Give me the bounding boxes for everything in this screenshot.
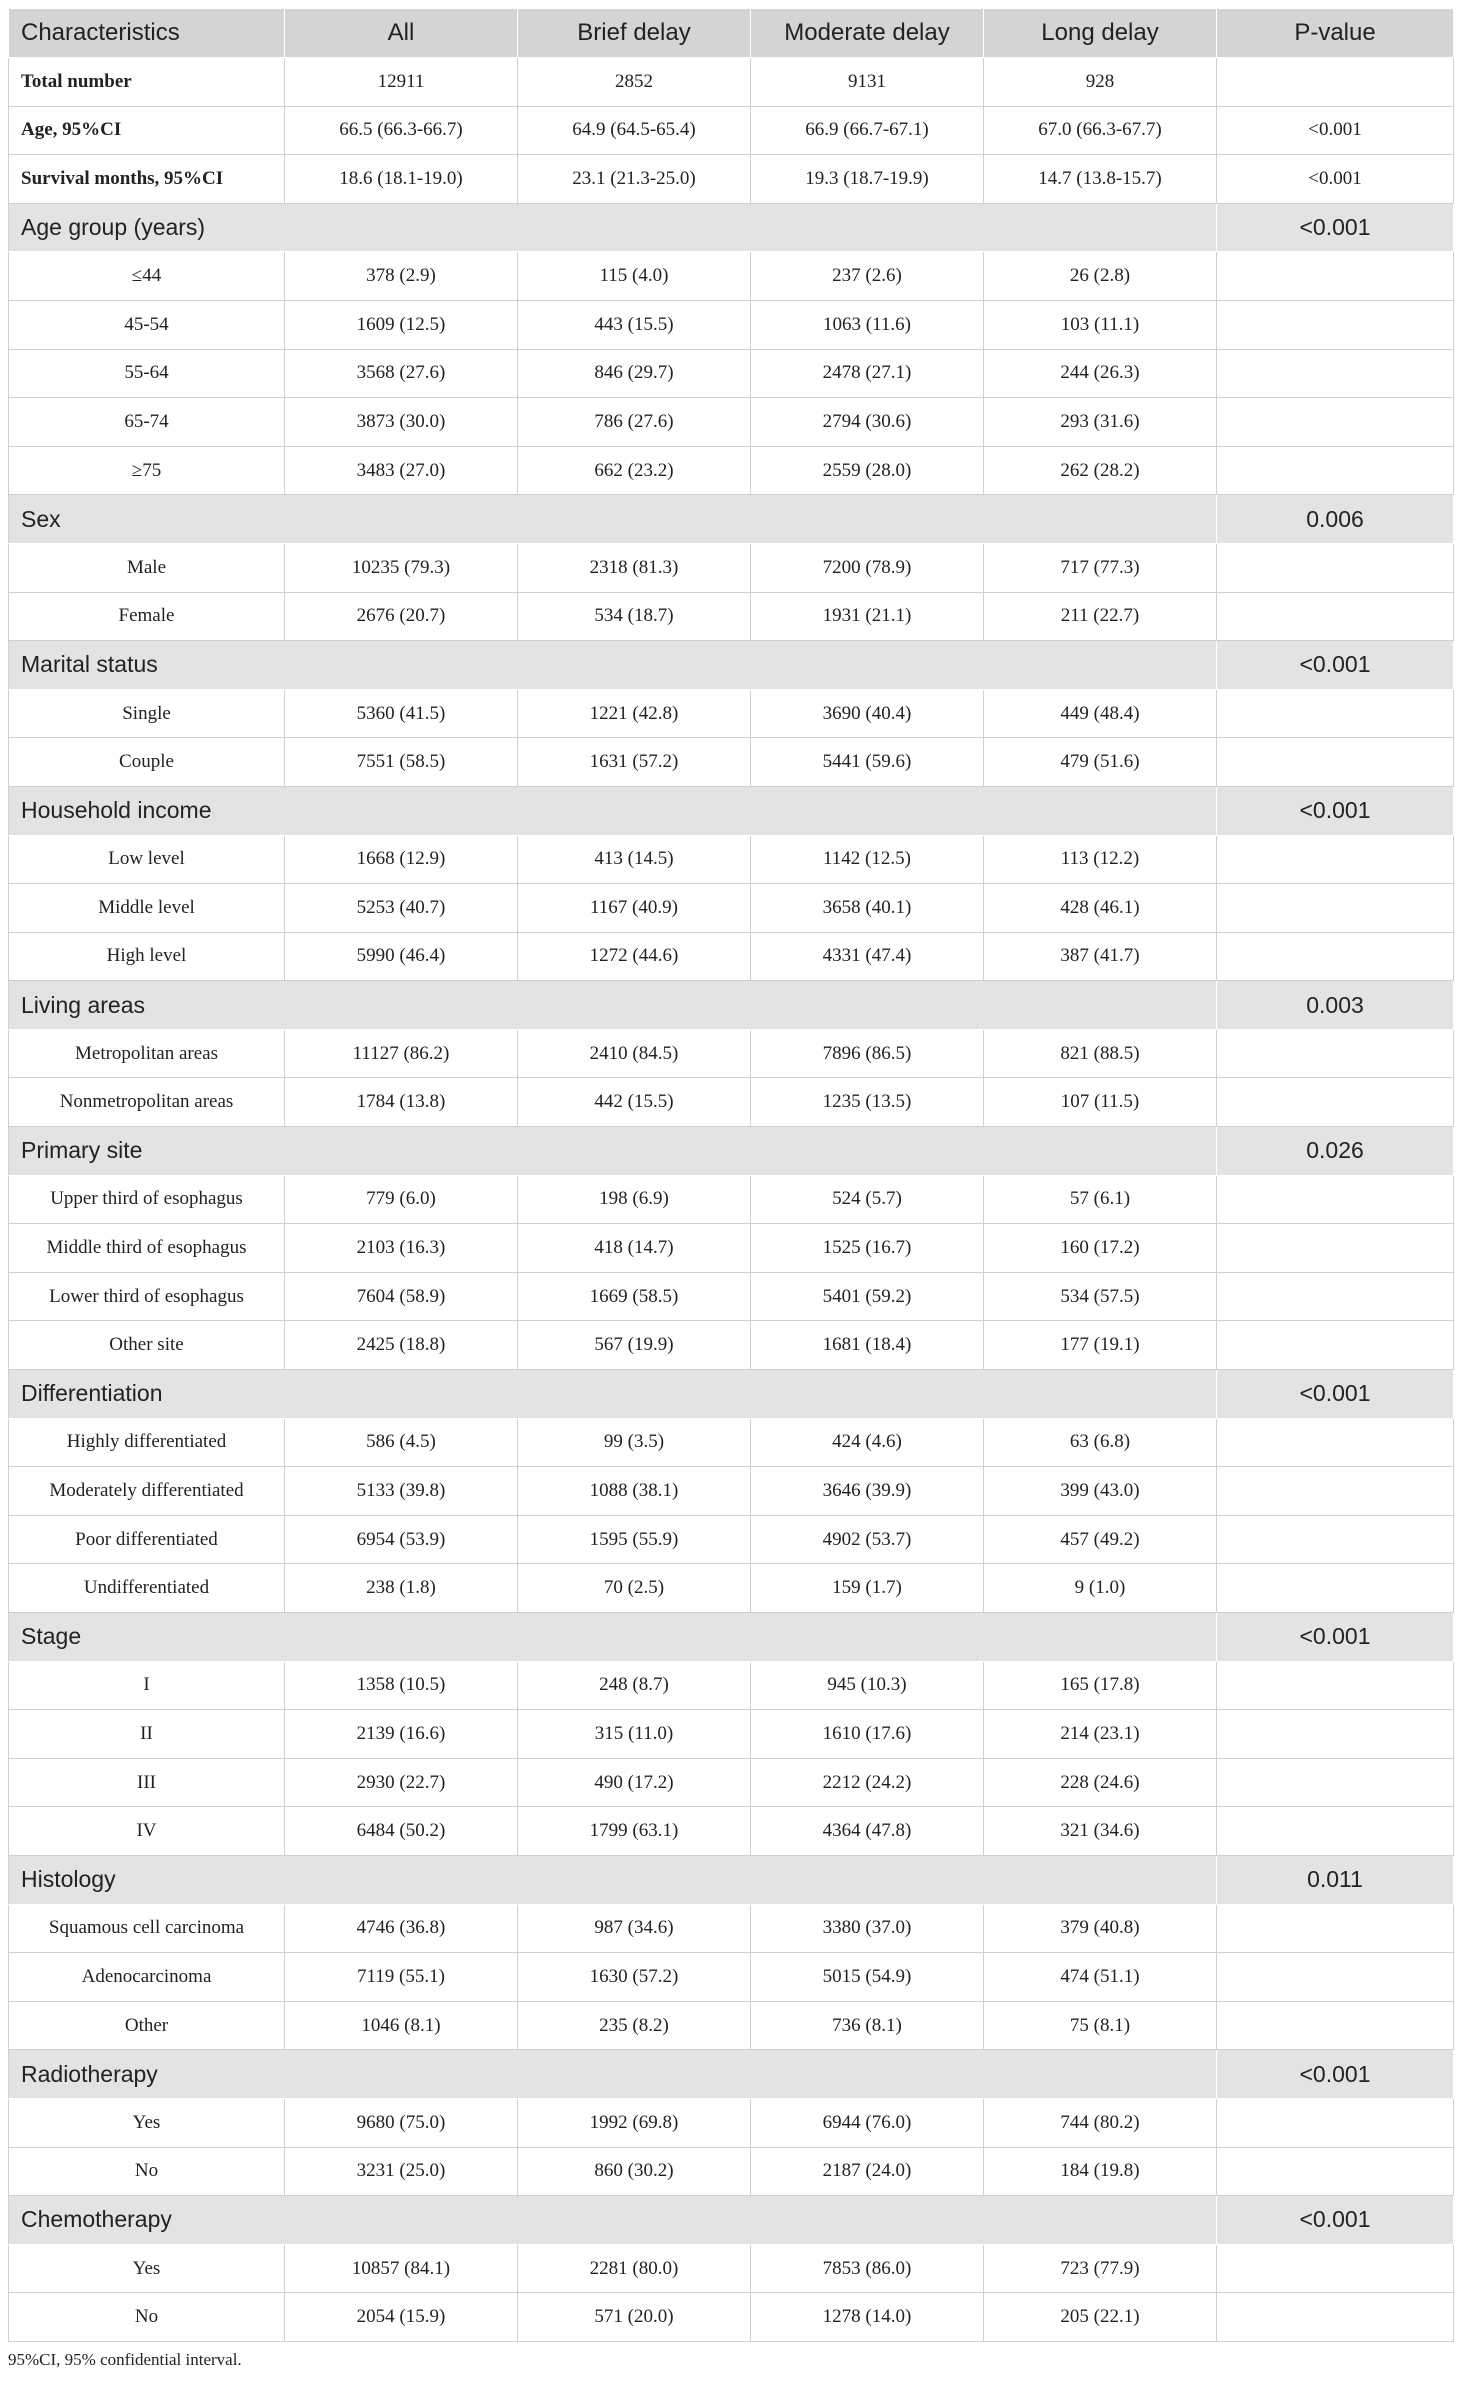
group-p-value: 0.026 xyxy=(1217,1127,1454,1176)
cell-moderate-delay: 6944 (76.0) xyxy=(751,2098,984,2147)
table-row xyxy=(9,2244,1454,2293)
table-row xyxy=(9,155,1454,204)
cell-all: 18.6 (18.1-19.0) xyxy=(285,155,518,204)
table-row xyxy=(9,932,1454,981)
row-label: Male xyxy=(9,543,285,592)
table-row xyxy=(9,106,1454,155)
group-p-value: <0.001 xyxy=(1217,2050,1454,2099)
cell-long-delay: 214 (23.1) xyxy=(984,1710,1217,1759)
row-label: 55-64 xyxy=(9,349,285,398)
row-label: No xyxy=(9,2147,285,2196)
group-p-value: 0.006 xyxy=(1217,495,1454,544)
cell-p-value xyxy=(1217,2001,1454,2050)
table-row xyxy=(9,2001,1454,2050)
cell-moderate-delay: 3658 (40.1) xyxy=(751,884,984,933)
cell-moderate-delay: 2212 (24.2) xyxy=(751,1758,984,1807)
cell-p-value xyxy=(1217,1710,1454,1759)
row-label: Poor differentiated xyxy=(9,1515,285,1564)
table-row xyxy=(9,1224,1454,1273)
cell-long-delay: 75 (8.1) xyxy=(984,2001,1217,2050)
cell-p-value xyxy=(1217,2098,1454,2147)
cell-long-delay: 184 (19.8) xyxy=(984,2147,1217,2196)
table-row xyxy=(9,252,1454,301)
cell-long-delay: 244 (26.3) xyxy=(984,349,1217,398)
cell-all: 1358 (10.5) xyxy=(285,1661,518,1710)
group-label: Radiotherapy xyxy=(9,2050,1217,2099)
table-row xyxy=(9,1661,1454,1710)
cell-brief-delay: 1088 (38.1) xyxy=(518,1467,751,1516)
table-row xyxy=(9,543,1454,592)
cell-all: 1609 (12.5) xyxy=(285,300,518,349)
cell-brief-delay: 70 (2.5) xyxy=(518,1564,751,1613)
cell-p-value xyxy=(1217,2147,1454,2196)
cell-p-value xyxy=(1217,2293,1454,2342)
cell-p-value xyxy=(1217,300,1454,349)
cell-all: 5360 (41.5) xyxy=(285,689,518,738)
group-p-value: 0.011 xyxy=(1217,1855,1454,1904)
row-label: Highly differentiated xyxy=(9,1418,285,1467)
cell-long-delay: 107 (11.5) xyxy=(984,1078,1217,1127)
row-label: Other site xyxy=(9,1321,285,1370)
cell-moderate-delay: 1278 (14.0) xyxy=(751,2293,984,2342)
group-label: Sex xyxy=(9,495,1217,544)
cell-long-delay: 387 (41.7) xyxy=(984,932,1217,981)
header-brief-delay: Brief delay xyxy=(518,9,751,58)
cell-long-delay: 457 (49.2) xyxy=(984,1515,1217,1564)
table-row xyxy=(9,349,1454,398)
cell-long-delay: 821 (88.5) xyxy=(984,1029,1217,1078)
cell-brief-delay: 1221 (42.8) xyxy=(518,689,751,738)
group-header-row xyxy=(9,1370,1454,1419)
row-label: 65-74 xyxy=(9,398,285,447)
cell-p-value xyxy=(1217,543,1454,592)
cell-brief-delay: 534 (18.7) xyxy=(518,592,751,641)
cell-brief-delay: 235 (8.2) xyxy=(518,2001,751,2050)
cell-long-delay: 321 (34.6) xyxy=(984,1807,1217,1856)
cell-long-delay: 744 (80.2) xyxy=(984,2098,1217,2147)
cell-all: 586 (4.5) xyxy=(285,1418,518,1467)
cell-moderate-delay: 2794 (30.6) xyxy=(751,398,984,447)
cell-long-delay: 14.7 (13.8-15.7) xyxy=(984,155,1217,204)
cell-all: 3231 (25.0) xyxy=(285,2147,518,2196)
cell-long-delay: 205 (22.1) xyxy=(984,2293,1217,2342)
row-label: Age, 95%CI xyxy=(9,106,285,155)
cell-all: 66.5 (66.3-66.7) xyxy=(285,106,518,155)
cell-long-delay: 428 (46.1) xyxy=(984,884,1217,933)
cell-all: 779 (6.0) xyxy=(285,1175,518,1224)
cell-moderate-delay: 159 (1.7) xyxy=(751,1564,984,1613)
cell-p-value: <0.001 xyxy=(1217,106,1454,155)
table-body xyxy=(9,58,1454,2342)
cell-brief-delay: 846 (29.7) xyxy=(518,349,751,398)
cell-all: 2139 (16.6) xyxy=(285,1710,518,1759)
cell-p-value xyxy=(1217,1564,1454,1613)
cell-all: 6954 (53.9) xyxy=(285,1515,518,1564)
cell-p-value xyxy=(1217,2244,1454,2293)
cell-moderate-delay: 66.9 (66.7-67.1) xyxy=(751,106,984,155)
table-header xyxy=(9,9,1454,58)
cell-all: 3873 (30.0) xyxy=(285,398,518,447)
cell-p-value xyxy=(1217,1321,1454,1370)
cell-p-value: <0.001 xyxy=(1217,155,1454,204)
cell-p-value xyxy=(1217,1467,1454,1516)
cell-p-value xyxy=(1217,252,1454,301)
cell-moderate-delay: 2478 (27.1) xyxy=(751,349,984,398)
group-label: Differentiation xyxy=(9,1370,1217,1419)
table-row xyxy=(9,1758,1454,1807)
cell-long-delay: 717 (77.3) xyxy=(984,543,1217,592)
cell-all: 2930 (22.7) xyxy=(285,1758,518,1807)
cell-all: 5253 (40.7) xyxy=(285,884,518,933)
cell-moderate-delay: 4902 (53.7) xyxy=(751,1515,984,1564)
row-label: Squamous cell carcinoma xyxy=(9,1904,285,1953)
header-row xyxy=(9,9,1454,58)
cell-all: 4746 (36.8) xyxy=(285,1904,518,1953)
table-row xyxy=(9,1272,1454,1321)
cell-p-value xyxy=(1217,398,1454,447)
row-label: Adenocarcinoma xyxy=(9,1953,285,2002)
cell-brief-delay: 1799 (63.1) xyxy=(518,1807,751,1856)
table-row xyxy=(9,1029,1454,1078)
table-row xyxy=(9,2147,1454,2196)
cell-long-delay: 262 (28.2) xyxy=(984,446,1217,495)
row-label: Undifferentiated xyxy=(9,1564,285,1613)
cell-moderate-delay: 3380 (37.0) xyxy=(751,1904,984,1953)
cell-all: 9680 (75.0) xyxy=(285,2098,518,2147)
row-label: Other xyxy=(9,2001,285,2050)
cell-brief-delay: 442 (15.5) xyxy=(518,1078,751,1127)
header-all: All xyxy=(285,9,518,58)
cell-p-value xyxy=(1217,1807,1454,1856)
cell-long-delay: 379 (40.8) xyxy=(984,1904,1217,1953)
row-label: Low level xyxy=(9,835,285,884)
table-row xyxy=(9,2293,1454,2342)
row-label: Female xyxy=(9,592,285,641)
cell-moderate-delay: 1142 (12.5) xyxy=(751,835,984,884)
cell-long-delay: 293 (31.6) xyxy=(984,398,1217,447)
cell-p-value xyxy=(1217,446,1454,495)
header-moderate-delay: Moderate delay xyxy=(751,9,984,58)
cell-all: 1668 (12.9) xyxy=(285,835,518,884)
row-label: Couple xyxy=(9,738,285,787)
cell-long-delay: 479 (51.6) xyxy=(984,738,1217,787)
cell-moderate-delay: 945 (10.3) xyxy=(751,1661,984,1710)
cell-all: 1784 (13.8) xyxy=(285,1078,518,1127)
cell-brief-delay: 1272 (44.6) xyxy=(518,932,751,981)
cell-long-delay: 113 (12.2) xyxy=(984,835,1217,884)
cell-long-delay: 399 (43.0) xyxy=(984,1467,1217,1516)
cell-p-value xyxy=(1217,1224,1454,1273)
cell-long-delay: 103 (11.1) xyxy=(984,300,1217,349)
table-row xyxy=(9,1953,1454,2002)
cell-moderate-delay: 424 (4.6) xyxy=(751,1418,984,1467)
cell-brief-delay: 490 (17.2) xyxy=(518,1758,751,1807)
cell-moderate-delay: 2187 (24.0) xyxy=(751,2147,984,2196)
table-row xyxy=(9,835,1454,884)
group-label: Age group (years) xyxy=(9,203,1217,252)
cell-p-value xyxy=(1217,1661,1454,1710)
cell-all: 6484 (50.2) xyxy=(285,1807,518,1856)
cell-moderate-delay: 1610 (17.6) xyxy=(751,1710,984,1759)
cell-all: 10857 (84.1) xyxy=(285,2244,518,2293)
cell-p-value xyxy=(1217,58,1454,107)
cell-p-value xyxy=(1217,592,1454,641)
group-p-value: <0.001 xyxy=(1217,641,1454,690)
cell-p-value xyxy=(1217,349,1454,398)
row-label: Yes xyxy=(9,2244,285,2293)
cell-brief-delay: 413 (14.5) xyxy=(518,835,751,884)
cell-all: 11127 (86.2) xyxy=(285,1029,518,1078)
cell-all: 12911 xyxy=(285,58,518,107)
cell-brief-delay: 418 (14.7) xyxy=(518,1224,751,1273)
cell-brief-delay: 786 (27.6) xyxy=(518,398,751,447)
cell-all: 2425 (18.8) xyxy=(285,1321,518,1370)
cell-long-delay: 63 (6.8) xyxy=(984,1418,1217,1467)
cell-brief-delay: 2410 (84.5) xyxy=(518,1029,751,1078)
table-row xyxy=(9,398,1454,447)
row-label: II xyxy=(9,1710,285,1759)
cell-all: 3483 (27.0) xyxy=(285,446,518,495)
cell-moderate-delay: 3690 (40.4) xyxy=(751,689,984,738)
row-label: Total number xyxy=(9,58,285,107)
group-p-value: <0.001 xyxy=(1217,1613,1454,1662)
cell-brief-delay: 99 (3.5) xyxy=(518,1418,751,1467)
row-label: Middle third of esophagus xyxy=(9,1224,285,1273)
table-row xyxy=(9,1710,1454,1759)
cell-moderate-delay: 1063 (11.6) xyxy=(751,300,984,349)
table-row xyxy=(9,1807,1454,1856)
cell-p-value xyxy=(1217,1029,1454,1078)
cell-long-delay: 228 (24.6) xyxy=(984,1758,1217,1807)
cell-long-delay: 160 (17.2) xyxy=(984,1224,1217,1273)
row-label: Single xyxy=(9,689,285,738)
cell-long-delay: 449 (48.4) xyxy=(984,689,1217,738)
cell-moderate-delay: 5441 (59.6) xyxy=(751,738,984,787)
group-p-value: <0.001 xyxy=(1217,1370,1454,1419)
row-label: Moderately differentiated xyxy=(9,1467,285,1516)
group-header-row xyxy=(9,203,1454,252)
cell-long-delay: 534 (57.5) xyxy=(984,1272,1217,1321)
table-row xyxy=(9,1175,1454,1224)
table-row xyxy=(9,2098,1454,2147)
characteristics-table xyxy=(8,8,1454,2342)
cell-brief-delay: 2318 (81.3) xyxy=(518,543,751,592)
cell-long-delay: 474 (51.1) xyxy=(984,1953,1217,2002)
cell-all: 7604 (58.9) xyxy=(285,1272,518,1321)
row-label: ≥75 xyxy=(9,446,285,495)
cell-all: 378 (2.9) xyxy=(285,252,518,301)
cell-moderate-delay: 1235 (13.5) xyxy=(751,1078,984,1127)
cell-brief-delay: 1631 (57.2) xyxy=(518,738,751,787)
table-row xyxy=(9,884,1454,933)
cell-moderate-delay: 3646 (39.9) xyxy=(751,1467,984,1516)
cell-long-delay: 211 (22.7) xyxy=(984,592,1217,641)
table-row xyxy=(9,446,1454,495)
table-row xyxy=(9,1078,1454,1127)
group-header-row xyxy=(9,1855,1454,1904)
cell-brief-delay: 567 (19.9) xyxy=(518,1321,751,1370)
group-label: Histology xyxy=(9,1855,1217,1904)
cell-long-delay: 67.0 (66.3-67.7) xyxy=(984,106,1217,155)
cell-long-delay: 57 (6.1) xyxy=(984,1175,1217,1224)
cell-moderate-delay: 5401 (59.2) xyxy=(751,1272,984,1321)
table-row xyxy=(9,1515,1454,1564)
table-row xyxy=(9,1904,1454,1953)
cell-moderate-delay: 1931 (21.1) xyxy=(751,592,984,641)
cell-p-value xyxy=(1217,738,1454,787)
group-label: Household income xyxy=(9,786,1217,835)
cell-brief-delay: 1669 (58.5) xyxy=(518,1272,751,1321)
row-label: Nonmetropolitan areas xyxy=(9,1078,285,1127)
table-row xyxy=(9,1467,1454,1516)
header-long-delay: Long delay xyxy=(984,9,1217,58)
group-label: Primary site xyxy=(9,1127,1217,1176)
cell-moderate-delay: 7896 (86.5) xyxy=(751,1029,984,1078)
cell-moderate-delay: 524 (5.7) xyxy=(751,1175,984,1224)
cell-p-value xyxy=(1217,1515,1454,1564)
cell-long-delay: 26 (2.8) xyxy=(984,252,1217,301)
cell-brief-delay: 987 (34.6) xyxy=(518,1904,751,1953)
group-p-value: <0.001 xyxy=(1217,203,1454,252)
cell-moderate-delay: 4364 (47.8) xyxy=(751,1807,984,1856)
cell-p-value xyxy=(1217,884,1454,933)
row-label: Yes xyxy=(9,2098,285,2147)
cell-moderate-delay: 2559 (28.0) xyxy=(751,446,984,495)
cell-moderate-delay: 1681 (18.4) xyxy=(751,1321,984,1370)
cell-brief-delay: 1630 (57.2) xyxy=(518,1953,751,2002)
cell-long-delay: 177 (19.1) xyxy=(984,1321,1217,1370)
table-row xyxy=(9,58,1454,107)
group-header-row xyxy=(9,1127,1454,1176)
cell-long-delay: 165 (17.8) xyxy=(984,1661,1217,1710)
table-row xyxy=(9,1564,1454,1613)
cell-brief-delay: 2281 (80.0) xyxy=(518,2244,751,2293)
cell-long-delay: 928 xyxy=(984,58,1217,107)
cell-all: 238 (1.8) xyxy=(285,1564,518,1613)
row-label: IV xyxy=(9,1807,285,1856)
row-label: Metropolitan areas xyxy=(9,1029,285,1078)
row-label: I xyxy=(9,1661,285,1710)
cell-p-value xyxy=(1217,1758,1454,1807)
cell-moderate-delay: 7853 (86.0) xyxy=(751,2244,984,2293)
cell-brief-delay: 571 (20.0) xyxy=(518,2293,751,2342)
cell-p-value xyxy=(1217,1904,1454,1953)
group-header-row xyxy=(9,786,1454,835)
row-label: Lower third of esophagus xyxy=(9,1272,285,1321)
row-label: No xyxy=(9,2293,285,2342)
group-label: Living areas xyxy=(9,981,1217,1030)
cell-brief-delay: 443 (15.5) xyxy=(518,300,751,349)
cell-brief-delay: 198 (6.9) xyxy=(518,1175,751,1224)
header-p-value: P-value xyxy=(1217,9,1454,58)
cell-moderate-delay: 19.3 (18.7-19.9) xyxy=(751,155,984,204)
cell-all: 10235 (79.3) xyxy=(285,543,518,592)
cell-brief-delay: 2852 xyxy=(518,58,751,107)
group-p-value: 0.003 xyxy=(1217,981,1454,1030)
cell-brief-delay: 23.1 (21.3-25.0) xyxy=(518,155,751,204)
cell-long-delay: 9 (1.0) xyxy=(984,1564,1217,1613)
row-label: Survival months, 95%CI xyxy=(9,155,285,204)
cell-moderate-delay: 1525 (16.7) xyxy=(751,1224,984,1273)
group-label: Chemotherapy xyxy=(9,2196,1217,2245)
cell-all: 2676 (20.7) xyxy=(285,592,518,641)
table-row xyxy=(9,689,1454,738)
row-label: High level xyxy=(9,932,285,981)
table-row xyxy=(9,1418,1454,1467)
cell-p-value xyxy=(1217,835,1454,884)
cell-moderate-delay: 9131 xyxy=(751,58,984,107)
cell-moderate-delay: 237 (2.6) xyxy=(751,252,984,301)
cell-p-value xyxy=(1217,689,1454,738)
table-row xyxy=(9,300,1454,349)
cell-all: 5990 (46.4) xyxy=(285,932,518,981)
cell-all: 7551 (58.5) xyxy=(285,738,518,787)
row-label: Upper third of esophagus xyxy=(9,1175,285,1224)
table-row xyxy=(9,1321,1454,1370)
cell-p-value xyxy=(1217,932,1454,981)
row-label: ≤44 xyxy=(9,252,285,301)
cell-moderate-delay: 5015 (54.9) xyxy=(751,1953,984,2002)
cell-brief-delay: 1167 (40.9) xyxy=(518,884,751,933)
cell-moderate-delay: 736 (8.1) xyxy=(751,2001,984,2050)
table-container xyxy=(8,8,1453,2370)
cell-all: 7119 (55.1) xyxy=(285,1953,518,2002)
group-header-row xyxy=(9,2050,1454,2099)
group-header-row xyxy=(9,981,1454,1030)
table-row xyxy=(9,592,1454,641)
row-label: Middle level xyxy=(9,884,285,933)
cell-brief-delay: 1595 (55.9) xyxy=(518,1515,751,1564)
group-label: Stage xyxy=(9,1613,1217,1662)
row-label: III xyxy=(9,1758,285,1807)
cell-p-value xyxy=(1217,1418,1454,1467)
cell-all: 2054 (15.9) xyxy=(285,2293,518,2342)
table-row xyxy=(9,738,1454,787)
group-header-row xyxy=(9,641,1454,690)
group-header-row xyxy=(9,2196,1454,2245)
group-p-value: <0.001 xyxy=(1217,2196,1454,2245)
cell-all: 5133 (39.8) xyxy=(285,1467,518,1516)
cell-brief-delay: 1992 (69.8) xyxy=(518,2098,751,2147)
cell-brief-delay: 64.9 (64.5-65.4) xyxy=(518,106,751,155)
group-header-row xyxy=(9,495,1454,544)
cell-p-value xyxy=(1217,1078,1454,1127)
cell-p-value xyxy=(1217,1953,1454,2002)
cell-brief-delay: 115 (4.0) xyxy=(518,252,751,301)
header-characteristics: Characteristics xyxy=(9,9,285,58)
cell-moderate-delay: 7200 (78.9) xyxy=(751,543,984,592)
cell-brief-delay: 248 (8.7) xyxy=(518,1661,751,1710)
cell-all: 3568 (27.6) xyxy=(285,349,518,398)
cell-all: 2103 (16.3) xyxy=(285,1224,518,1273)
row-label: 45-54 xyxy=(9,300,285,349)
cell-p-value xyxy=(1217,1272,1454,1321)
group-header-row xyxy=(9,1613,1454,1662)
cell-brief-delay: 860 (30.2) xyxy=(518,2147,751,2196)
group-p-value: <0.001 xyxy=(1217,786,1454,835)
group-label: Marital status xyxy=(9,641,1217,690)
cell-brief-delay: 315 (11.0) xyxy=(518,1710,751,1759)
cell-all: 1046 (8.1) xyxy=(285,2001,518,2050)
cell-brief-delay: 662 (23.2) xyxy=(518,446,751,495)
cell-p-value xyxy=(1217,1175,1454,1224)
cell-long-delay: 723 (77.9) xyxy=(984,2244,1217,2293)
footnote: 95%CI, 95% confidential interval. xyxy=(8,2349,242,2369)
cell-moderate-delay: 4331 (47.4) xyxy=(751,932,984,981)
